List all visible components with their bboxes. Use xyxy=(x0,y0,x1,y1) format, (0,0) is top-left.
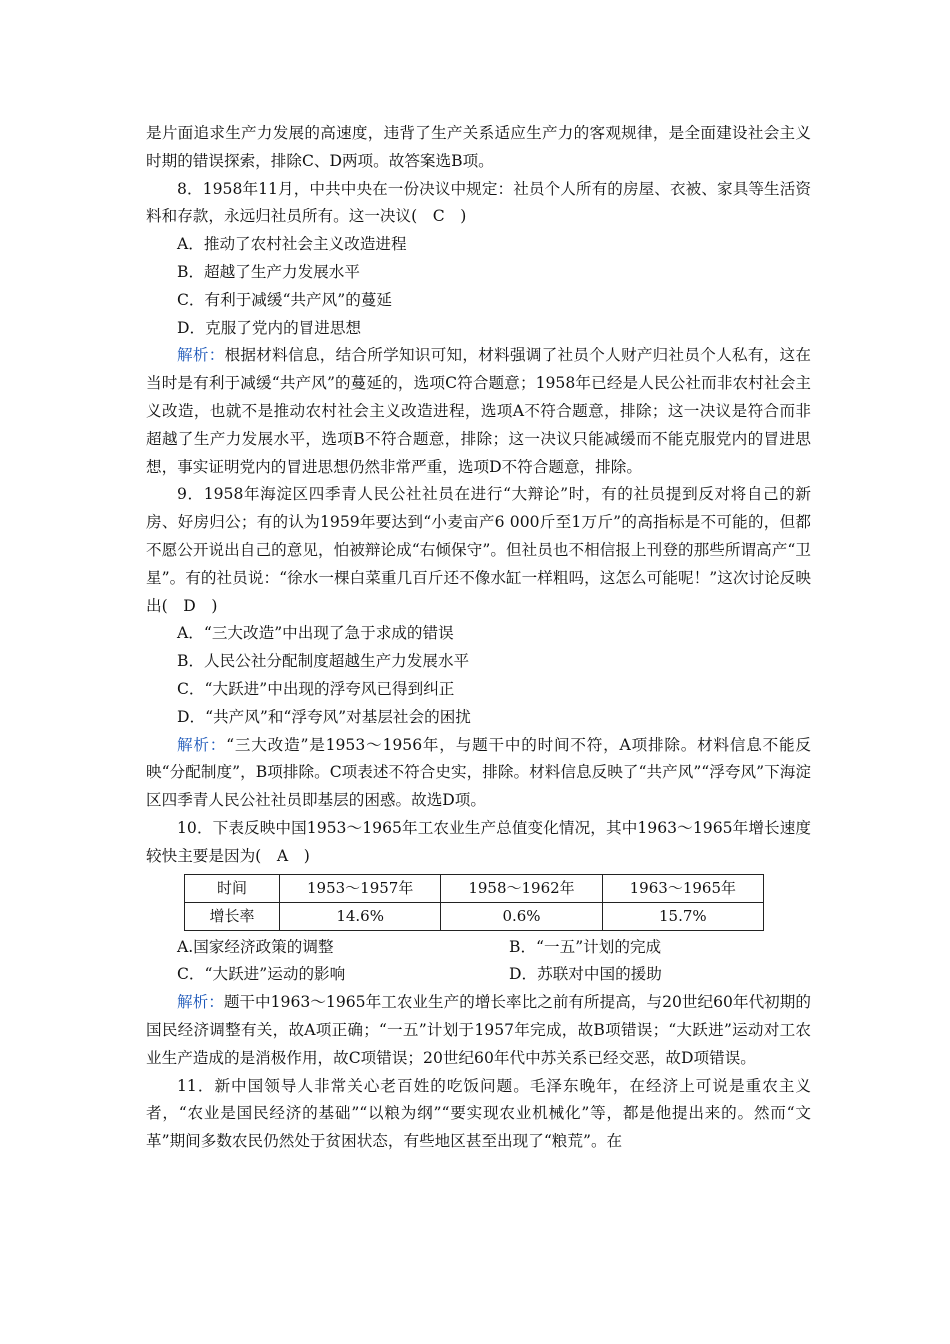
table-cell: 15.7% xyxy=(602,902,763,930)
question-8-option-a: A．推动了农村社会主义改造进程 xyxy=(177,235,407,254)
question-10-option-c: C．“大跃进”运动的影响 xyxy=(177,965,346,984)
question-9-analysis xyxy=(146,732,811,815)
analysis-text: “三大改造”是1953～1956年，与题干中的时间不符，A项排除。材料信息不能反映“分配制度”，B项排除。C项表述不符合史实，排除。材料信息反映了“共产风”“浮夸风”下海淀区四季青人民公社社员即基层的困惑。故选D项。 xyxy=(146,735,811,810)
question-10-stem: 10．下表反映中国1953～1965年工农业生产总值变化情况，其中1963～1965年增长速度较快主要是因为( A ) xyxy=(146,818,811,865)
table-cell: 0.6% xyxy=(441,902,602,930)
question-9-stem: 9．1958年海淀区四季青人民公社社员在进行“大辩论”时，有的社员提到反对将自己的新房、好房归公；有的认为1959年要达到“小麦亩产6 000斤至1万斤”的高指标是不可能的，但都不愿公开说出自己的意见，怕被辩论成“右倾保守”。但社员也不相信报上刊登的那些所谓高产“卫星”。有的社员说：“徐水一棵白菜重几百斤还不像水缸一样粗吗，这怎么可能呢！”这次讨论反映出( D ) xyxy=(146,485,811,615)
table-cell: 1963～1965年 xyxy=(602,874,763,902)
question-8-stem: 8．1958年11月，中共中央在一份决议中规定：社员个人所有的房屋、衣被、家具等生活资料和存款，永远归社员所有。这一决议( C ) xyxy=(146,179,811,226)
question-8-option-d: D．克服了党内的冒进思想 xyxy=(177,318,362,337)
question-10-option-b: B．“一五”计划的完成 xyxy=(509,937,662,956)
continued-analysis: 是片面追求生产力发展的高速度，违背了生产关系适应生产力的客观规律，是全面建设社会主义时期的错误探索，排除C、D两项。故答案选B项。 xyxy=(146,124,811,170)
question-9-option-c: C．“大跃进”中出现的浮夸风已得到纠正 xyxy=(177,679,455,698)
question-8-option-c: C．有利于减缓“共产风”的蔓延 xyxy=(177,290,393,309)
table-header-row xyxy=(185,874,764,902)
table-cell: 增长率 xyxy=(185,902,280,930)
analysis-text: 根据材料信息，结合所学知识可知，材料强调了社员个人财产归社员个人私有，这在当时是有利于减缓“共产风”的蔓延的，选项C符合题意；1958年已经是人民公社而非农村社会主义改造，也就不是推动农村社会主义改造进程，选项A不符合题意，排除；这一决议是符合而非超越了生产力发展水平，选项B不符合题意，排除；这一决议只能减缓而不能克服党内的冒进思想，事实证明党内的冒进思想仍然非常严重，选项D不符合题意，排除。 xyxy=(146,346,811,476)
question-10-option-d: D．苏联对中国的援助 xyxy=(509,965,662,984)
question-8-option-b: B．超越了生产力发展水平 xyxy=(177,262,360,281)
table-cell: 时间 xyxy=(185,874,280,902)
question-9-option-b: B．人民公社分配制度超越生产力发展水平 xyxy=(177,652,470,671)
document-body xyxy=(146,120,811,1156)
table-cell: 14.6% xyxy=(280,902,441,930)
analysis-label: 解析： xyxy=(177,993,224,1012)
question-10-options-row-2 xyxy=(146,961,811,989)
question-10-analysis xyxy=(146,989,811,1072)
question-8-analysis xyxy=(146,342,811,481)
table-cell: 1953～1957年 xyxy=(280,874,441,902)
analysis-text: 题干中1963～1965年工农业生产的增长率比之前有所提高，与20世纪60年代初期的国民经济调整有关，故A项正确；“一五”计划于1957年完成，故B项错误；“大跃进”运动对工农业生产造成的是消极作用，故C项错误；20世纪60年代中苏关系已经交恶，故D项错误。 xyxy=(146,993,811,1067)
growth-rate-table xyxy=(184,874,764,931)
question-10-option-a: A.国家经济政策的调整 xyxy=(177,937,334,956)
question-9-option-d: D．“共产风”和“浮夸风”对基层社会的困扰 xyxy=(177,707,471,726)
table-row xyxy=(185,902,764,930)
question-11-stem: 11．新中国领导人非常关心老百姓的吃饭问题。毛泽东晚年，在经济上可说是重农主义者，“农业是国民经济的基础”“以粮为纲”“要实现农业机械化”等，都是他提出来的。然而“文革”期间多数农民仍然处于贫困状态，有些地区甚至出现了“粮荒”。在 xyxy=(146,1076,811,1151)
question-9-option-a: A．“三大改造”中出现了急于求成的错误 xyxy=(177,624,454,643)
table-cell: 1958～1962年 xyxy=(441,874,602,902)
question-10-options-row-1 xyxy=(146,934,811,962)
analysis-label: 解析： xyxy=(177,346,225,365)
analysis-label: 解析： xyxy=(177,735,227,754)
